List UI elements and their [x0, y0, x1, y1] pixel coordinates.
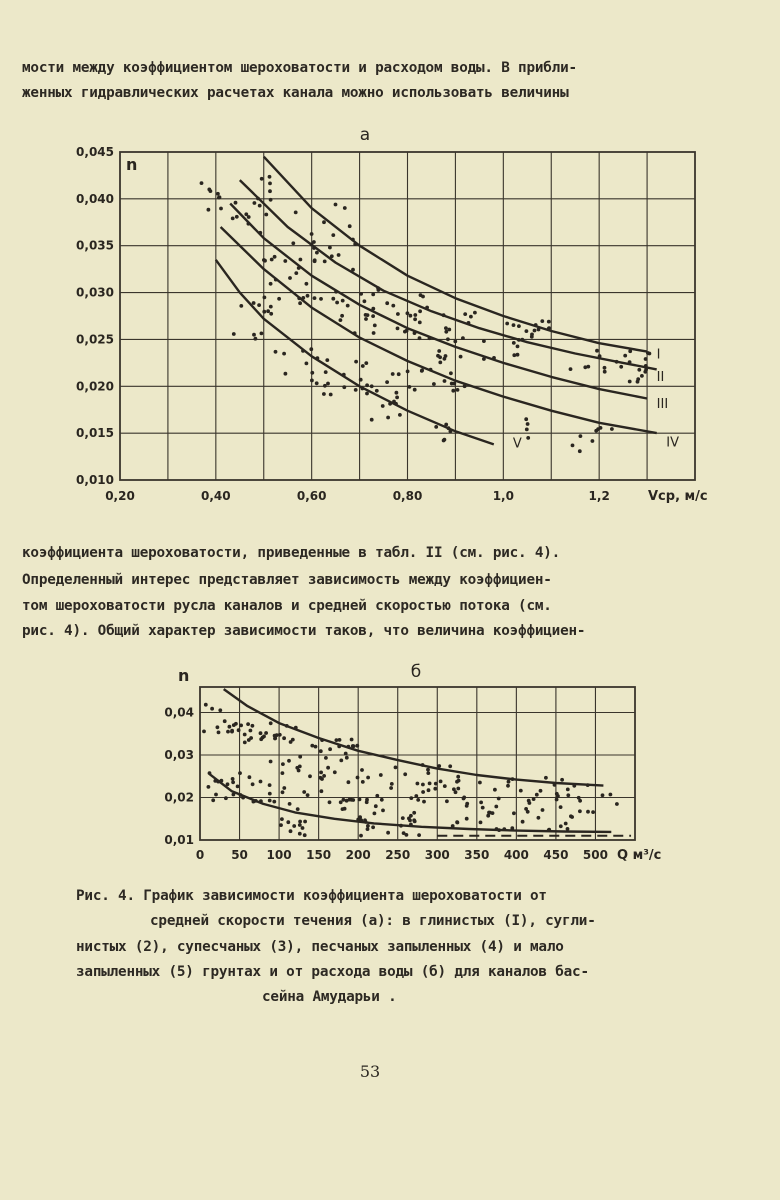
- data-point: [202, 730, 206, 734]
- data-point: [408, 819, 412, 823]
- data-point: [507, 780, 511, 784]
- data-point: [570, 815, 574, 819]
- data-point: [289, 829, 293, 833]
- data-point: [366, 827, 370, 831]
- data-point: [535, 793, 539, 797]
- data-point: [375, 794, 379, 798]
- data-point: [292, 824, 296, 828]
- x-tick-label: 0,40: [201, 489, 231, 503]
- data-point: [560, 778, 564, 782]
- data-point: [409, 796, 413, 800]
- data-point: [356, 776, 360, 780]
- data-point: [308, 774, 312, 778]
- data-point: [326, 766, 330, 770]
- data-point: [366, 776, 370, 780]
- data-point: [289, 740, 293, 744]
- data-point: [328, 800, 332, 804]
- x-tick-label: 150: [306, 848, 332, 862]
- data-point: [586, 810, 590, 814]
- curve-label-i: I: [656, 347, 661, 363]
- data-point: [319, 749, 323, 753]
- data-point: [541, 808, 545, 812]
- x-tick-label: 0: [195, 848, 205, 862]
- data-point: [231, 780, 235, 784]
- y-tick-label: 0,035: [76, 238, 114, 253]
- data-point: [298, 832, 302, 836]
- data-point: [281, 771, 285, 775]
- data-point: [247, 738, 251, 742]
- data-point: [238, 771, 242, 775]
- data-point: [231, 777, 235, 781]
- data-point: [491, 811, 495, 815]
- y-tick-label: 0,010: [76, 473, 114, 487]
- data-point: [236, 785, 240, 789]
- data-point: [487, 811, 491, 815]
- data-point: [426, 771, 430, 775]
- data-point: [379, 773, 383, 777]
- text-line-6: рис. 4). Общий характер зависимости таков, что величина коэффициен-: [22, 623, 586, 639]
- data-point: [282, 736, 286, 740]
- data-point: [214, 793, 218, 797]
- data-point: [454, 790, 458, 794]
- data-point: [559, 805, 563, 809]
- page-number: 53: [359, 1062, 381, 1081]
- data-point: [249, 729, 253, 733]
- caption-line-4: запыленных (5) грунтах и от расхода воды (б) для каналов бас-: [76, 964, 589, 980]
- data-point: [359, 834, 363, 838]
- data-point: [303, 820, 307, 824]
- x-tick-label: 250: [385, 848, 411, 862]
- data-point: [390, 782, 394, 786]
- data-point: [345, 799, 349, 803]
- data-point: [339, 759, 343, 763]
- data-point: [345, 756, 349, 760]
- caption-line-5: сейна Амударьи .: [262, 989, 397, 1005]
- data-point: [416, 782, 420, 786]
- data-point: [566, 793, 570, 797]
- data-point: [479, 801, 483, 805]
- data-point: [350, 738, 354, 742]
- envelope-curve-1: [224, 689, 604, 786]
- data-point: [439, 780, 443, 784]
- data-point: [386, 831, 390, 835]
- data-point: [532, 797, 536, 801]
- y-axis-label: n: [178, 666, 190, 685]
- data-point: [239, 724, 243, 728]
- y-tick-label: 0,045: [76, 145, 114, 159]
- data-point: [403, 772, 407, 776]
- data-point: [269, 721, 273, 725]
- text-line-4: Определенный интерес представляет зависимость между коэффициен-: [22, 572, 552, 588]
- data-point: [481, 806, 485, 810]
- data-point: [437, 764, 441, 768]
- text-line-1: мости между коэффициентом шероховатости и расходом воды. В прибли-: [22, 60, 577, 76]
- data-point: [465, 817, 469, 821]
- data-point: [456, 775, 460, 779]
- data-point: [521, 820, 525, 824]
- data-point: [243, 741, 247, 745]
- data-point: [544, 776, 548, 780]
- curve-label-iv: IV: [666, 435, 679, 451]
- data-point: [296, 807, 300, 811]
- data-point: [211, 798, 215, 802]
- y-tick-label: 0,01: [164, 833, 194, 847]
- data-point: [445, 799, 449, 803]
- data-point: [486, 814, 490, 818]
- data-point: [301, 826, 305, 830]
- data-point: [412, 818, 416, 822]
- data-point: [259, 731, 263, 735]
- x-tick-label: 350: [464, 848, 490, 862]
- data-point: [319, 771, 323, 775]
- data-point: [555, 798, 559, 802]
- data-point: [268, 783, 272, 787]
- data-point: [479, 821, 483, 825]
- data-point: [615, 802, 619, 806]
- data-point: [381, 809, 385, 813]
- data-point: [278, 733, 282, 737]
- data-point: [280, 817, 284, 821]
- data-point: [539, 789, 543, 793]
- data-point: [601, 793, 605, 797]
- data-point: [243, 733, 247, 737]
- text-line-3: коэффициента шероховатости, приведенные в табл. II (см. рис. 4).: [22, 545, 561, 561]
- data-point: [421, 783, 425, 787]
- data-point: [226, 730, 230, 734]
- data-point: [268, 799, 272, 803]
- data-point: [494, 805, 498, 809]
- data-point: [218, 708, 222, 712]
- data-point: [342, 798, 346, 802]
- data-point: [365, 800, 369, 804]
- data-point: [228, 725, 232, 729]
- data-point: [281, 790, 285, 794]
- data-point: [528, 801, 532, 805]
- data-point: [443, 784, 447, 788]
- data-point: [234, 722, 238, 726]
- data-point: [591, 810, 595, 814]
- data-point: [433, 787, 437, 791]
- data-point: [259, 780, 263, 784]
- data-point: [230, 730, 234, 734]
- y-tick-label: 0,025: [76, 332, 114, 347]
- text-line-5: том шероховатости русла каналов и средней скоростью потока (см.: [22, 598, 552, 614]
- y-tick-label: 0,020: [76, 379, 114, 394]
- data-point: [512, 811, 516, 815]
- data-point: [338, 738, 342, 742]
- data-point: [409, 814, 413, 818]
- x-tick-label: 500: [582, 848, 608, 862]
- y-tick-label: 0,015: [76, 426, 114, 441]
- x-tick-label: 0,60: [296, 489, 327, 503]
- data-point: [259, 737, 263, 741]
- data-point: [394, 766, 398, 770]
- data-point: [421, 790, 425, 794]
- data-point: [389, 786, 393, 790]
- x-tick-label: 100: [266, 848, 292, 862]
- data-point: [537, 816, 541, 820]
- data-point: [577, 796, 581, 800]
- x-tick-label: 0,80: [392, 489, 423, 503]
- data-point: [417, 833, 421, 837]
- data-point: [298, 820, 302, 824]
- data-point: [373, 812, 377, 816]
- data-point: [328, 747, 332, 751]
- caption-line-3: нистых (2), супесчаных (3), песчаных запыленных (4) и мало: [76, 939, 564, 955]
- text-line-2: женных гидравлических расчетах канала можно использовать величины: [22, 85, 569, 101]
- data-point: [366, 824, 370, 828]
- data-point: [566, 827, 570, 831]
- data-point: [216, 725, 220, 729]
- data-point: [287, 759, 291, 763]
- data-point: [273, 736, 277, 740]
- x-axis-label: Q м³/с: [617, 848, 662, 863]
- data-point: [320, 789, 324, 793]
- data-point: [295, 766, 299, 770]
- data-point: [268, 792, 272, 796]
- data-point: [559, 824, 563, 828]
- data-point: [351, 744, 355, 748]
- data-point: [401, 816, 405, 820]
- data-point: [414, 794, 418, 798]
- x-tick-label: 1,2: [588, 489, 610, 503]
- data-point: [493, 788, 497, 792]
- data-point: [269, 760, 273, 764]
- data-point: [556, 794, 560, 798]
- y-tick-label: 0,030: [76, 285, 114, 300]
- data-point: [217, 731, 221, 735]
- data-point: [497, 797, 501, 801]
- data-point: [456, 787, 460, 791]
- data-point: [371, 825, 375, 829]
- y-axis-label: n: [126, 155, 138, 174]
- curve-label-iii: III: [656, 397, 669, 413]
- data-point: [223, 719, 227, 723]
- data-point: [402, 831, 406, 835]
- data-point: [355, 744, 359, 748]
- data-point: [455, 820, 459, 824]
- caption-line-2: средней скорости течения (а): в глинистых (I), сугли-: [150, 913, 596, 929]
- data-point: [204, 703, 208, 707]
- data-point: [519, 789, 523, 793]
- data-point: [412, 811, 416, 815]
- data-point: [207, 785, 211, 789]
- data-point: [341, 807, 345, 811]
- x-tick-label: 450: [543, 848, 569, 862]
- data-point: [324, 756, 328, 760]
- data-point: [251, 782, 255, 786]
- data-point: [566, 788, 570, 792]
- y-tick-label: 0,04: [164, 705, 194, 720]
- data-point: [237, 728, 241, 732]
- data-point: [374, 804, 378, 808]
- data-point: [246, 722, 250, 726]
- data-point: [427, 788, 431, 792]
- x-tick-label: 400: [503, 848, 529, 862]
- data-point: [422, 800, 426, 804]
- data-point: [462, 796, 466, 800]
- data-point: [314, 745, 318, 749]
- data-point: [416, 798, 420, 802]
- data-point: [465, 804, 469, 808]
- data-point: [358, 798, 362, 802]
- data-point: [609, 793, 613, 797]
- data-point: [380, 798, 384, 802]
- data-point: [428, 782, 432, 786]
- data-point: [360, 768, 364, 772]
- data-point: [288, 802, 292, 806]
- x-tick-label: 0,20: [105, 489, 135, 503]
- data-point: [347, 780, 351, 784]
- data-point: [286, 820, 290, 824]
- data-point: [478, 781, 482, 785]
- data-point: [344, 752, 348, 756]
- chart-title: б: [410, 662, 422, 682]
- data-point: [306, 793, 310, 797]
- data-point: [351, 798, 355, 802]
- data-point: [303, 833, 307, 837]
- data-point: [264, 731, 268, 735]
- data-point: [298, 755, 302, 759]
- y-tick-label: 0,03: [164, 748, 194, 762]
- data-point: [319, 776, 323, 780]
- data-point: [434, 782, 438, 786]
- data-point: [457, 779, 461, 783]
- data-point: [564, 822, 568, 826]
- data-point: [251, 724, 255, 728]
- data-point: [578, 809, 582, 813]
- curve-label-v: V: [512, 436, 522, 452]
- data-point: [279, 823, 283, 827]
- data-point: [210, 707, 214, 711]
- data-point: [262, 735, 266, 739]
- x-axis-label: Vср, м/с: [648, 489, 708, 504]
- data-point: [298, 823, 302, 827]
- data-point: [282, 786, 286, 790]
- data-point: [322, 774, 326, 778]
- y-tick-label: 0,02: [164, 790, 194, 805]
- chart-title: а: [359, 125, 371, 145]
- data-point: [224, 796, 228, 800]
- y-tick-label: 0,040: [76, 191, 114, 206]
- x-tick-label: 300: [424, 848, 450, 862]
- x-tick-label: 1,0: [492, 489, 514, 503]
- data-point: [506, 784, 510, 788]
- data-point: [248, 775, 252, 779]
- data-point: [448, 764, 452, 768]
- data-point: [272, 800, 276, 804]
- x-tick-label: 50: [231, 848, 248, 862]
- data-point: [333, 770, 337, 774]
- data-point: [526, 810, 530, 814]
- caption-line-1: Рис. 4. График зависимости коэффициента шероховатости от: [76, 888, 547, 904]
- data-point: [302, 790, 306, 794]
- x-tick-label: 200: [345, 848, 371, 862]
- curve-label-ii: II: [656, 369, 665, 385]
- data-point: [361, 780, 365, 784]
- data-point: [281, 762, 285, 766]
- data-point: [426, 768, 430, 772]
